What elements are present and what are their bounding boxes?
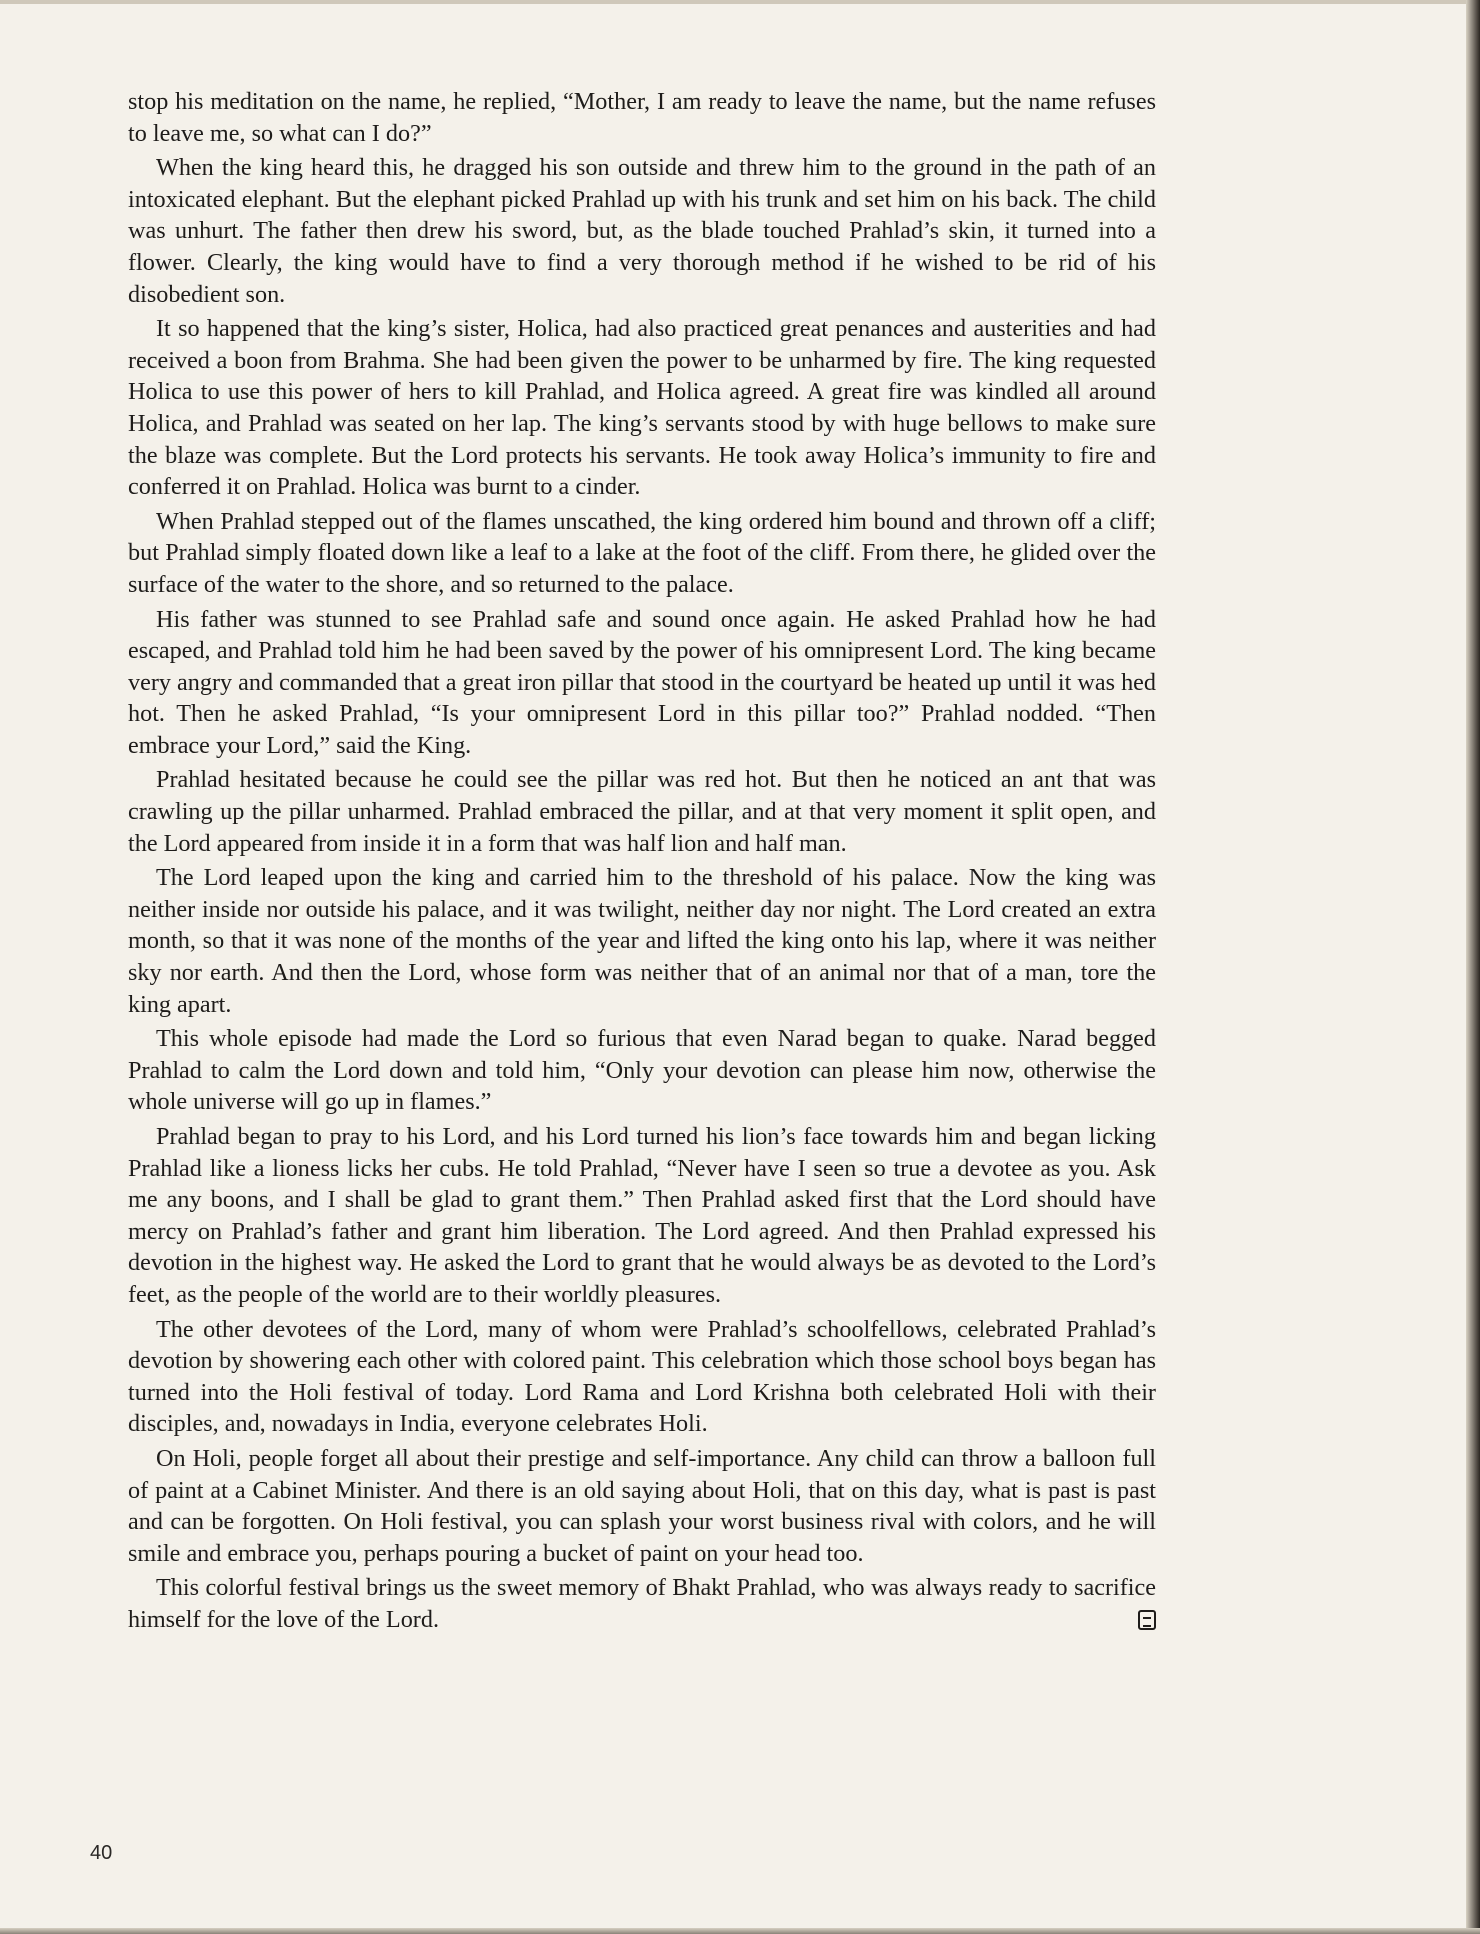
paragraph-10: The other devotees of the Lord, many of whom were Prahlad’s schoolfellows, celebrated Prahlad’s devotion by showering each other with colored paint. This celebration which those school boys began has turned into the Holi festival of today. Lord Rama and Lord Krishna both celebrated Holi with their disciples, and, nowadays in India, everyone celebrates Holi. [128, 1315, 1156, 1438]
page-edge-bottom [0, 1928, 1480, 1934]
page-binding-edge [1466, 0, 1480, 1934]
paragraph-3: It so happened that the king’s sister, Holica, had also practiced great penances and austerities and had received a boon from Brahma. She had been given the power to be unharmed by fire. The king requested Holica to use this power of hers to kill Prahlad, and Holica agreed. A great fire was kindled all around Holica, and Prahlad was seated on her lap. The king’s servants stood by with huge bellows to make sure the blaze was complete. But the Lord protects his servants. He took away Holica’s immunity to fire and conferred it on Prahlad. Holica was burnt to a cinder. [128, 315, 1156, 501]
end-of-article-icon [1138, 1610, 1156, 1630]
page-edge-top [0, 0, 1480, 4]
paragraph-2: When the king heard this, he dragged his son outside and threw him to the ground in the path of an intoxicated elephant. But the elephant picked Prahlad up with his trunk and set him on his back. The child was unhurt. The father then drew his sword, but, as the blade touched Prahlad’s skin, it turned into a flower. Clearly, the king would have to find a very thorough method if he wished to be rid of his disobedient son. [128, 154, 1156, 308]
paragraph-11: On Holi, people forget all about their prestige and self-importance. Any child can throw a balloon full of paint at a Cabinet Minister. And there is an old saying about Holi, that on this day, what is past is past and can be forgotten. On Holi festival, you can splash your worst business rival with colors, and he will smile and embrace you, perhaps pouring a bucket of paint on your head too. [128, 1444, 1156, 1567]
paragraph-4: When Prahlad stepped out of the flames unscathed, the king ordered him bound and thrown off a cliff; but Prahlad simply floated down like a leaf to a lake at the foot of the cliff. From there, he glided over the surface of the water to the shore, and so returned to the palace. [128, 507, 1156, 598]
paragraph-12 [128, 1572, 1156, 1635]
paragraph-7: The Lord leaped upon the king and carried him to the threshold of his palace. Now the king was neither inside nor outside his palace, and it was twilight, neither day nor night. The Lord created an extra month, so that it was none of the months of the year and lifted the king onto his lap, where it was neither sky nor earth. And then the Lord, whose form was neither that of an animal nor that of a man, tore the king apart. [128, 864, 1156, 1018]
article-body [128, 86, 1156, 1639]
paragraph-1: stop his meditation on the name, he replied, “Mother, I am ready to leave the name, but the name refuses to leave me, so what can I do?” [128, 88, 1156, 147]
paragraph-12-text: This colorful festival brings us the sweet memory of Bhakt Prahlad, who was always ready to sacrifice himself for the love of the Lord. [128, 1574, 1156, 1633]
page-number: 40 [90, 1842, 113, 1864]
paragraph-5: His father was stunned to see Prahlad safe and sound once again. He asked Prahlad how he had escaped, and Prahlad told him he had been saved by the power of his omnipresent Lord. The king became very angry and commanded that a great iron pillar that stood in the courtyard be heated up until it was hed hot. Then he asked Prahlad, “Is your omnipresent Lord in this pillar too?” Prahlad nodded. “Then embrace your Lord,” said the King. [128, 605, 1156, 759]
paragraph-9: Prahlad began to pray to his Lord, and his Lord turned his lion’s face towards him and began licking Prahlad like a lioness licks her cubs. He told Prahlad, “Never have I seen so true a devotee as you. Ask me any boons, and I shall be glad to grant them.” Then Prahlad asked first that the Lord should have mercy on Prahlad’s father and grant him liberation. The Lord agreed. And then Prahlad expressed his devotion in the highest way. He asked the Lord to grant that he would always be as devoted to the Lord’s feet, as the people of the world are to their worldly pleasures. [128, 1123, 1156, 1308]
paragraph-6: Prahlad hesitated because he could see the pillar was red hot. But then he noticed an ant that was crawling up the pillar unharmed. Prahlad embraced the pillar, and at that very moment it split open, and the Lord appeared from inside it in a form that was half lion and half man. [128, 766, 1156, 857]
paragraph-8: This whole episode had made the Lord so furious that even Narad began to quake. Narad begged Prahlad to calm the Lord down and told him, “Only your devotion can please him now, otherwise the whole universe will go up in flames.” [128, 1025, 1156, 1116]
